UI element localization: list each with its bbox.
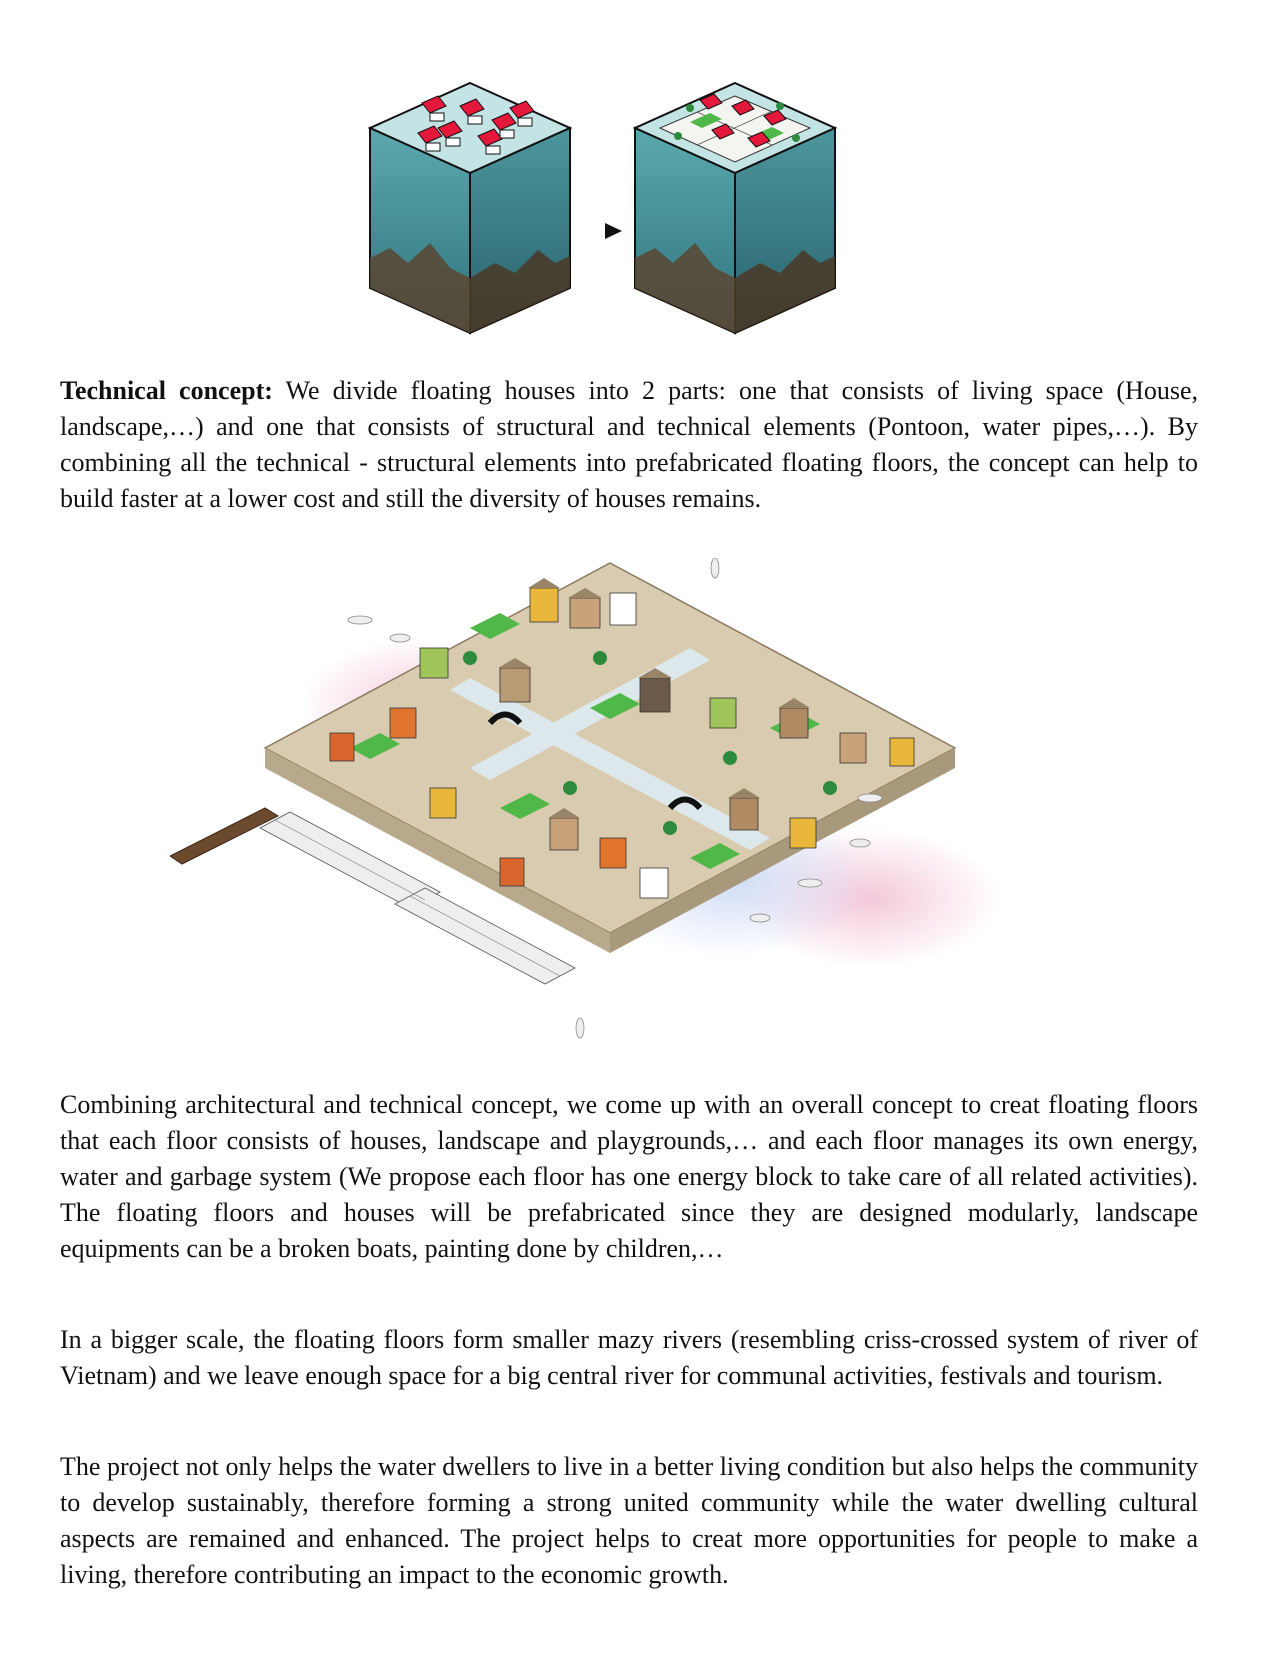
- cube-before: [370, 83, 570, 333]
- cubes-illustration: [360, 78, 920, 340]
- project-impact-paragraph: The project not only helps the water dwellers to live in a better living condition but also helps the community to develop sustainably, therefore forming a strong united community while the water dwelling cultural aspects are remained and enhanced. The project helps to creat more opportunities for people to make a living, therefore contributing an impact to the economic growth.: [60, 1452, 1198, 1589]
- right-triangle-arrow-icon: [605, 223, 622, 239]
- technical-concept-paragraph: [60, 373, 1198, 517]
- bigger-scale-paragraph: In a bigger scale, the floating floors form smaller mazy rivers (resembling criss-crossed system of river of Vietnam) and we leave enough space for a big central river for communal activities, festivals and tourism.: [60, 1325, 1198, 1390]
- technical-concept-text: We divide floating houses into 2 parts: one that consists of living space (House, landscape,…) and one that consists of structural and technical elements (Pontoon, water pipes,…). By combining all the technical - structural elements into prefabricated floating floors, the concept can help to build faster at a lower cost and still the diversity of houses remains.: [60, 376, 1198, 513]
- masterplan-illustration: [170, 558, 1080, 1054]
- wooden-pier: [170, 808, 278, 864]
- combining-concept-paragraph: Combining architectural and technical concept, we come up with an overall concept to creat floating floors that each floor consists of houses, landscape and playgrounds,… and each floor manages its own energy, water and garbage system (We propose each floor has one energy block to take care of all related activities). The floating floors and houses will be prefabricated since they are designed modularly, landscape equipments can be a broken boats, painting done by children,…: [60, 1090, 1198, 1263]
- technical-concept-label: Technical concept:: [60, 376, 273, 405]
- cube-after: [635, 83, 835, 333]
